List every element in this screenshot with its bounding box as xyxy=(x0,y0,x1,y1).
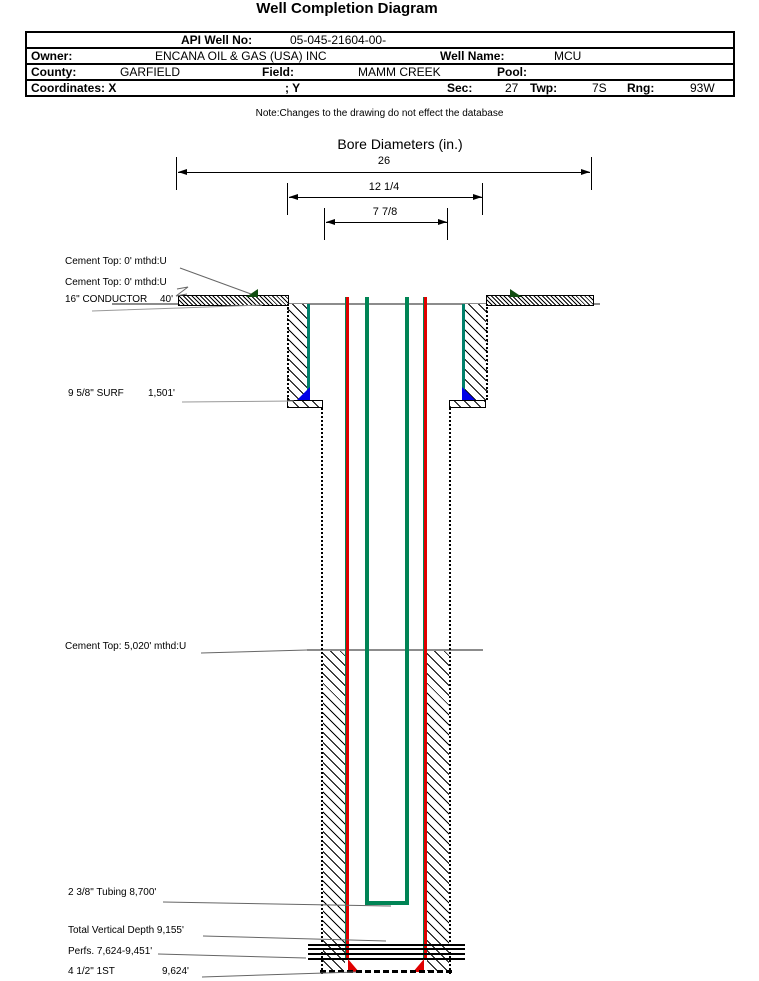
surface-casing-label: 9 5/8" SURF 1,501' xyxy=(68,388,175,399)
perforation-line xyxy=(308,948,465,950)
coordinates-label: Coordinates: X xyxy=(31,81,117,95)
twp-label: Twp: xyxy=(530,81,558,95)
dim-12-line xyxy=(289,197,482,198)
conductor-depth: 40' xyxy=(160,294,174,305)
dim-26-tick-left xyxy=(176,157,177,190)
total-depth-bottom-line xyxy=(320,970,452,973)
coordinates-y-label: ; Y xyxy=(285,81,301,95)
table-row-county xyxy=(27,65,733,81)
surface-cement-right xyxy=(465,304,488,400)
surface-casing-depth: 1,501' xyxy=(148,388,175,399)
sec-label: Sec: xyxy=(447,81,473,95)
dim-7-tick-right xyxy=(447,208,448,240)
page-title: Well Completion Diagram xyxy=(256,0,438,17)
dim-7-arrow-left xyxy=(326,219,335,225)
database-note: Note:Changes to the drawing do not effect the database xyxy=(255,108,504,119)
dim-12-arrow-left xyxy=(289,194,298,200)
dim-12-arrow-right xyxy=(473,194,482,200)
api-label: API Well No: xyxy=(181,33,253,47)
dim-26-arrow-left xyxy=(178,169,187,175)
surface-casing-left-line xyxy=(307,304,310,400)
surface-casing-right-line xyxy=(462,304,465,400)
production-casing-right-line xyxy=(423,297,427,959)
dim-7-label: 7 7/8 xyxy=(372,206,398,218)
borehole-step-left xyxy=(287,400,323,408)
perforation-line xyxy=(308,958,465,960)
dim-7-line xyxy=(326,222,447,223)
dim-26-tick-right xyxy=(591,157,592,190)
dim-26-label: 26 xyxy=(377,155,391,167)
rng-label: Rng: xyxy=(627,81,655,95)
cement-top-5020-label: Cement Top: 5,020' mthd:U xyxy=(65,641,187,652)
cement-top-0-label-1: Cement Top: 0' mthd:U xyxy=(65,256,167,267)
sec-value: 27 xyxy=(505,81,519,95)
twp-value: 7S xyxy=(592,81,607,95)
production-casing-depth: 9,624' xyxy=(162,966,189,977)
production-casing-left-line xyxy=(345,297,349,959)
dim-12-tick-left xyxy=(287,183,288,215)
pool-label: Pool: xyxy=(497,65,527,79)
perforation-line xyxy=(308,953,465,955)
perforations-label: Perfs. 7,624-9,451' xyxy=(68,946,153,957)
api-value: 05-045-21604-00- xyxy=(290,33,387,47)
surface-cement-left xyxy=(287,304,309,400)
total-vertical-depth-label: Total Vertical Depth 9,155' xyxy=(68,925,184,936)
tubing-label: 2 3/8" Tubing 8,700' xyxy=(68,887,157,898)
production-cement-right xyxy=(427,651,449,971)
dim-7-arrow-right xyxy=(438,219,447,225)
cement-top-0-label-2: Cement Top: 0' mthd:U xyxy=(65,277,167,288)
dim-7-tick-left xyxy=(324,208,325,240)
table-row-owner xyxy=(27,49,733,65)
rng-value: 93W xyxy=(690,81,715,95)
county-value: GARFIELD xyxy=(120,65,181,79)
perforation-line xyxy=(308,944,465,946)
bore-diameters-title: Bore Diameters (in.) xyxy=(337,136,463,152)
dim-12-tick-right xyxy=(482,183,483,215)
dim-26-arrow-right xyxy=(581,169,590,175)
owner-label: Owner: xyxy=(31,49,73,63)
conductor-flange-right xyxy=(486,295,594,306)
field-label: Field: xyxy=(262,65,294,79)
borehole-step-right xyxy=(449,400,486,408)
production-casing-label: 4 1/2" 1ST 9,624' xyxy=(68,966,189,977)
county-label: County: xyxy=(31,65,77,79)
table-row-api xyxy=(27,33,733,49)
table-row-coordinates xyxy=(27,81,733,95)
dim-12-label: 12 1/4 xyxy=(368,181,400,193)
well-name-label: Well Name: xyxy=(440,49,505,63)
open-hole-wall-right xyxy=(449,408,451,974)
field-value: MAMM CREEK xyxy=(358,65,441,79)
production-cement-left xyxy=(323,651,345,971)
owner-value: ENCANA OIL & GAS (USA) INC xyxy=(155,49,327,63)
tubing-string xyxy=(365,297,409,905)
well-name-value: MCU xyxy=(554,49,582,63)
well-info-table xyxy=(25,31,735,97)
conductor-label: 16" CONDUCTOR 40' xyxy=(65,294,174,305)
dim-26-line xyxy=(178,172,590,173)
